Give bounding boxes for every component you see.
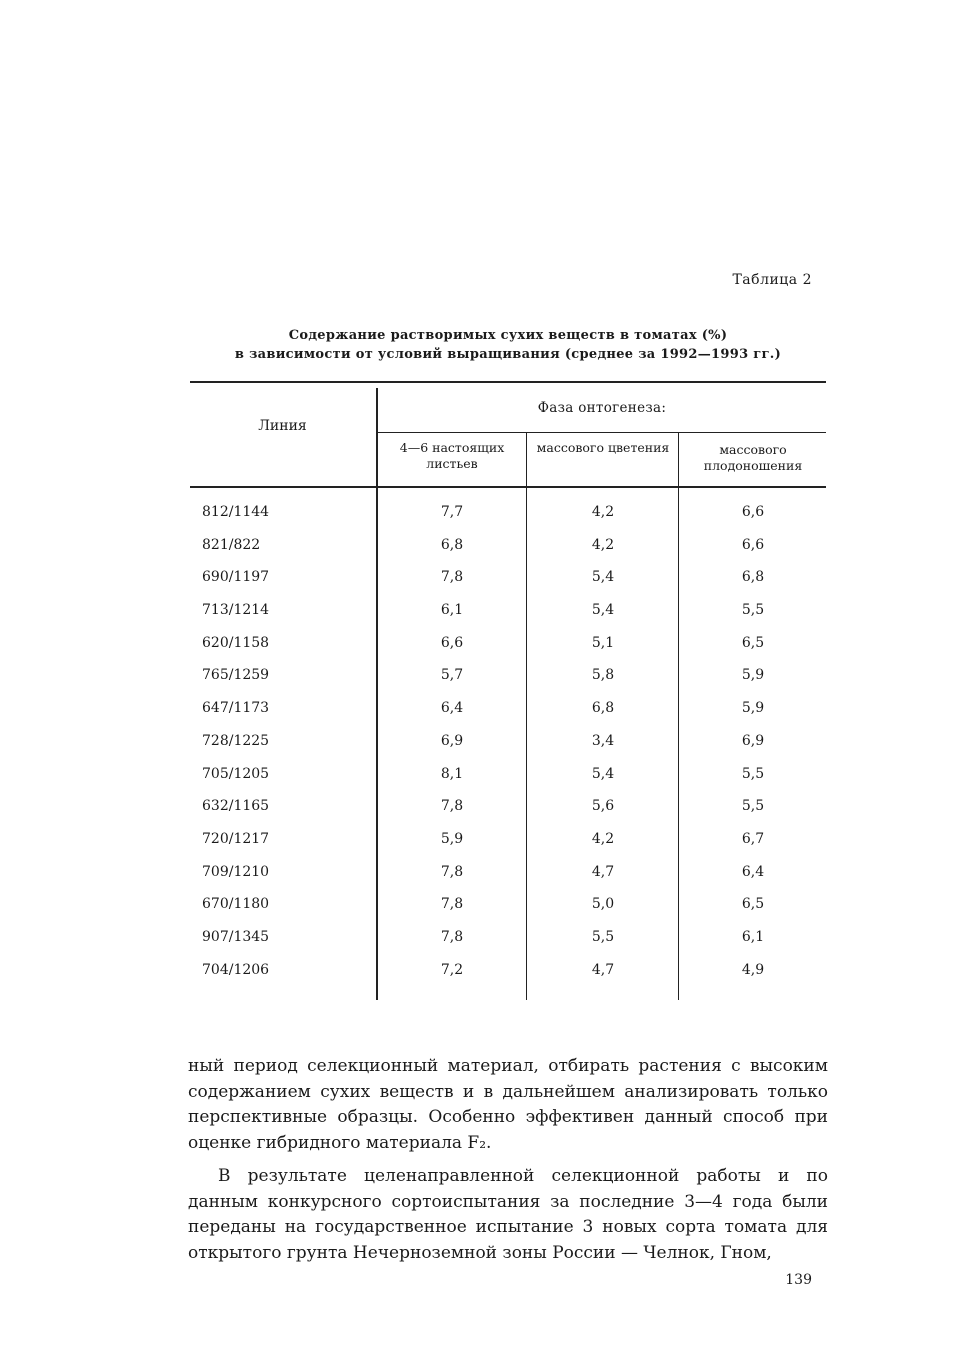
table-row: [190, 529, 826, 562]
cell-line: 670/1180: [202, 896, 270, 913]
cell-leaves: 6,6: [440, 634, 464, 651]
cell-leaves: 7,2: [440, 961, 464, 978]
table-title: [188, 326, 828, 364]
cell-line: 690/1197: [202, 569, 270, 586]
cell-fruiting: 6,4: [741, 863, 765, 880]
table-row: [190, 627, 826, 660]
table-row: [190, 659, 826, 692]
cell-fruiting: 5,5: [741, 765, 765, 782]
cell-line: 713/1214: [202, 602, 270, 619]
cell-fruiting: 6,8: [741, 569, 765, 586]
cell-fruiting: 6,1: [741, 928, 765, 945]
table-row: [190, 758, 826, 791]
cell-line: 720/1217: [202, 830, 270, 847]
table-row: [190, 790, 826, 823]
cell-leaves: 5,7: [440, 667, 464, 684]
cell-leaves: 8,1: [440, 765, 464, 782]
cell-flowering: 4,2: [591, 536, 615, 553]
header-col-fruiting: массового плодоношения: [703, 442, 803, 473]
cell-flowering: 5,1: [591, 634, 615, 651]
cell-flowering: 5,4: [591, 602, 615, 619]
table-label: Таблица 2: [732, 272, 812, 288]
cell-fruiting: 5,5: [741, 602, 765, 619]
table-title-line-2: в зависимости от условий выращивания (среднее за 1992—1993 гг.): [234, 347, 782, 362]
cell-flowering: 5,4: [591, 765, 615, 782]
cell-line: 728/1225: [202, 732, 270, 749]
header-bottom-rule: [190, 486, 826, 488]
phase-rule: [377, 432, 826, 433]
cell-flowering: 4,2: [591, 504, 615, 520]
cell-fruiting: 4,9: [741, 961, 765, 978]
cell-line: 647/1173: [202, 700, 270, 717]
table-row: [190, 725, 826, 758]
cell-flowering: 5,8: [591, 667, 615, 684]
cell-leaves: 7,7: [440, 504, 464, 520]
table-row: [190, 921, 826, 954]
cell-fruiting: 6,5: [741, 634, 765, 651]
cell-flowering: 5,4: [591, 569, 615, 586]
cell-fruiting: 6,9: [741, 732, 765, 749]
cell-line: 821/822: [202, 536, 261, 553]
table-row: [190, 823, 826, 856]
cell-fruiting: 6,6: [741, 504, 765, 520]
cell-leaves: 7,8: [440, 928, 464, 945]
cell-leaves: 7,8: [440, 896, 464, 913]
cell-leaves: 7,8: [440, 569, 464, 586]
cell-line: 812/1144: [202, 504, 270, 520]
table-title-line-1: Содержание растворимых сухих веществ в томатах (%): [288, 328, 728, 343]
header-line: Линия: [258, 418, 307, 434]
cell-leaves: 7,8: [440, 798, 464, 815]
body-text: [188, 1054, 828, 1274]
cell-flowering: 5,0: [591, 896, 615, 913]
cell-fruiting: 5,5: [741, 798, 765, 815]
cell-flowering: 4,7: [591, 961, 615, 978]
cell-line: 704/1206: [202, 961, 270, 978]
paragraph: ный период селекционный материал, отбирать растения с высоким содержанием сухих веществ и в дальнейшем анализировать только перспективные образцы. Особенно эффективен данный способ при оценке гибридного материала F₂.: [188, 1056, 828, 1153]
cell-flowering: 5,6: [591, 798, 615, 815]
cell-line: 765/1259: [202, 667, 270, 684]
cell-leaves: 6,1: [440, 602, 464, 619]
cell-flowering: 6,8: [591, 700, 615, 717]
header-col-leaves: 4—6 настоящих листьев: [399, 440, 505, 471]
table-row: [190, 856, 826, 889]
cell-line: 705/1205: [202, 765, 270, 782]
header-phase: Фаза онтогенеза:: [537, 400, 667, 416]
paragraph: В результате целенаправленной селекционной работы и по данным конкурсного сортоиспытания за последние 3—4 года были переданы на государственное испытание 3 новых сорта томата для открытого грунта Нечерноземной зоны России — Челнок, Гном,: [188, 1166, 828, 1263]
table-row: [190, 561, 826, 594]
cell-fruiting: 6,5: [741, 896, 765, 913]
table-row: [190, 888, 826, 921]
cell-fruiting: 5,9: [741, 667, 765, 684]
cell-leaves: 6,8: [440, 536, 464, 553]
cell-line: 907/1345: [202, 928, 270, 945]
cell-leaves: 7,8: [440, 863, 464, 880]
cell-fruiting: 5,9: [741, 700, 765, 717]
header-col-flowering: массового цветения: [536, 440, 670, 455]
cell-flowering: 5,5: [591, 928, 615, 945]
cell-flowering: 4,2: [591, 830, 615, 847]
cell-fruiting: 6,6: [741, 536, 765, 553]
table-body: [190, 496, 826, 986]
table-row: [190, 594, 826, 627]
cell-fruiting: 6,7: [741, 830, 765, 847]
cell-leaves: 6,9: [440, 732, 464, 749]
cell-line: 709/1210: [202, 863, 270, 880]
table-row: [190, 496, 826, 529]
cell-leaves: 6,4: [440, 700, 464, 717]
table-top-rule: [190, 381, 826, 383]
page-number: 139: [785, 1272, 812, 1288]
cell-flowering: 4,7: [591, 863, 615, 880]
cell-flowering: 3,4: [591, 732, 615, 749]
table-row: [190, 954, 826, 987]
cell-line: 632/1165: [202, 798, 270, 815]
cell-leaves: 5,9: [440, 830, 464, 847]
table-row: [190, 692, 826, 725]
cell-line: 620/1158: [202, 634, 270, 651]
